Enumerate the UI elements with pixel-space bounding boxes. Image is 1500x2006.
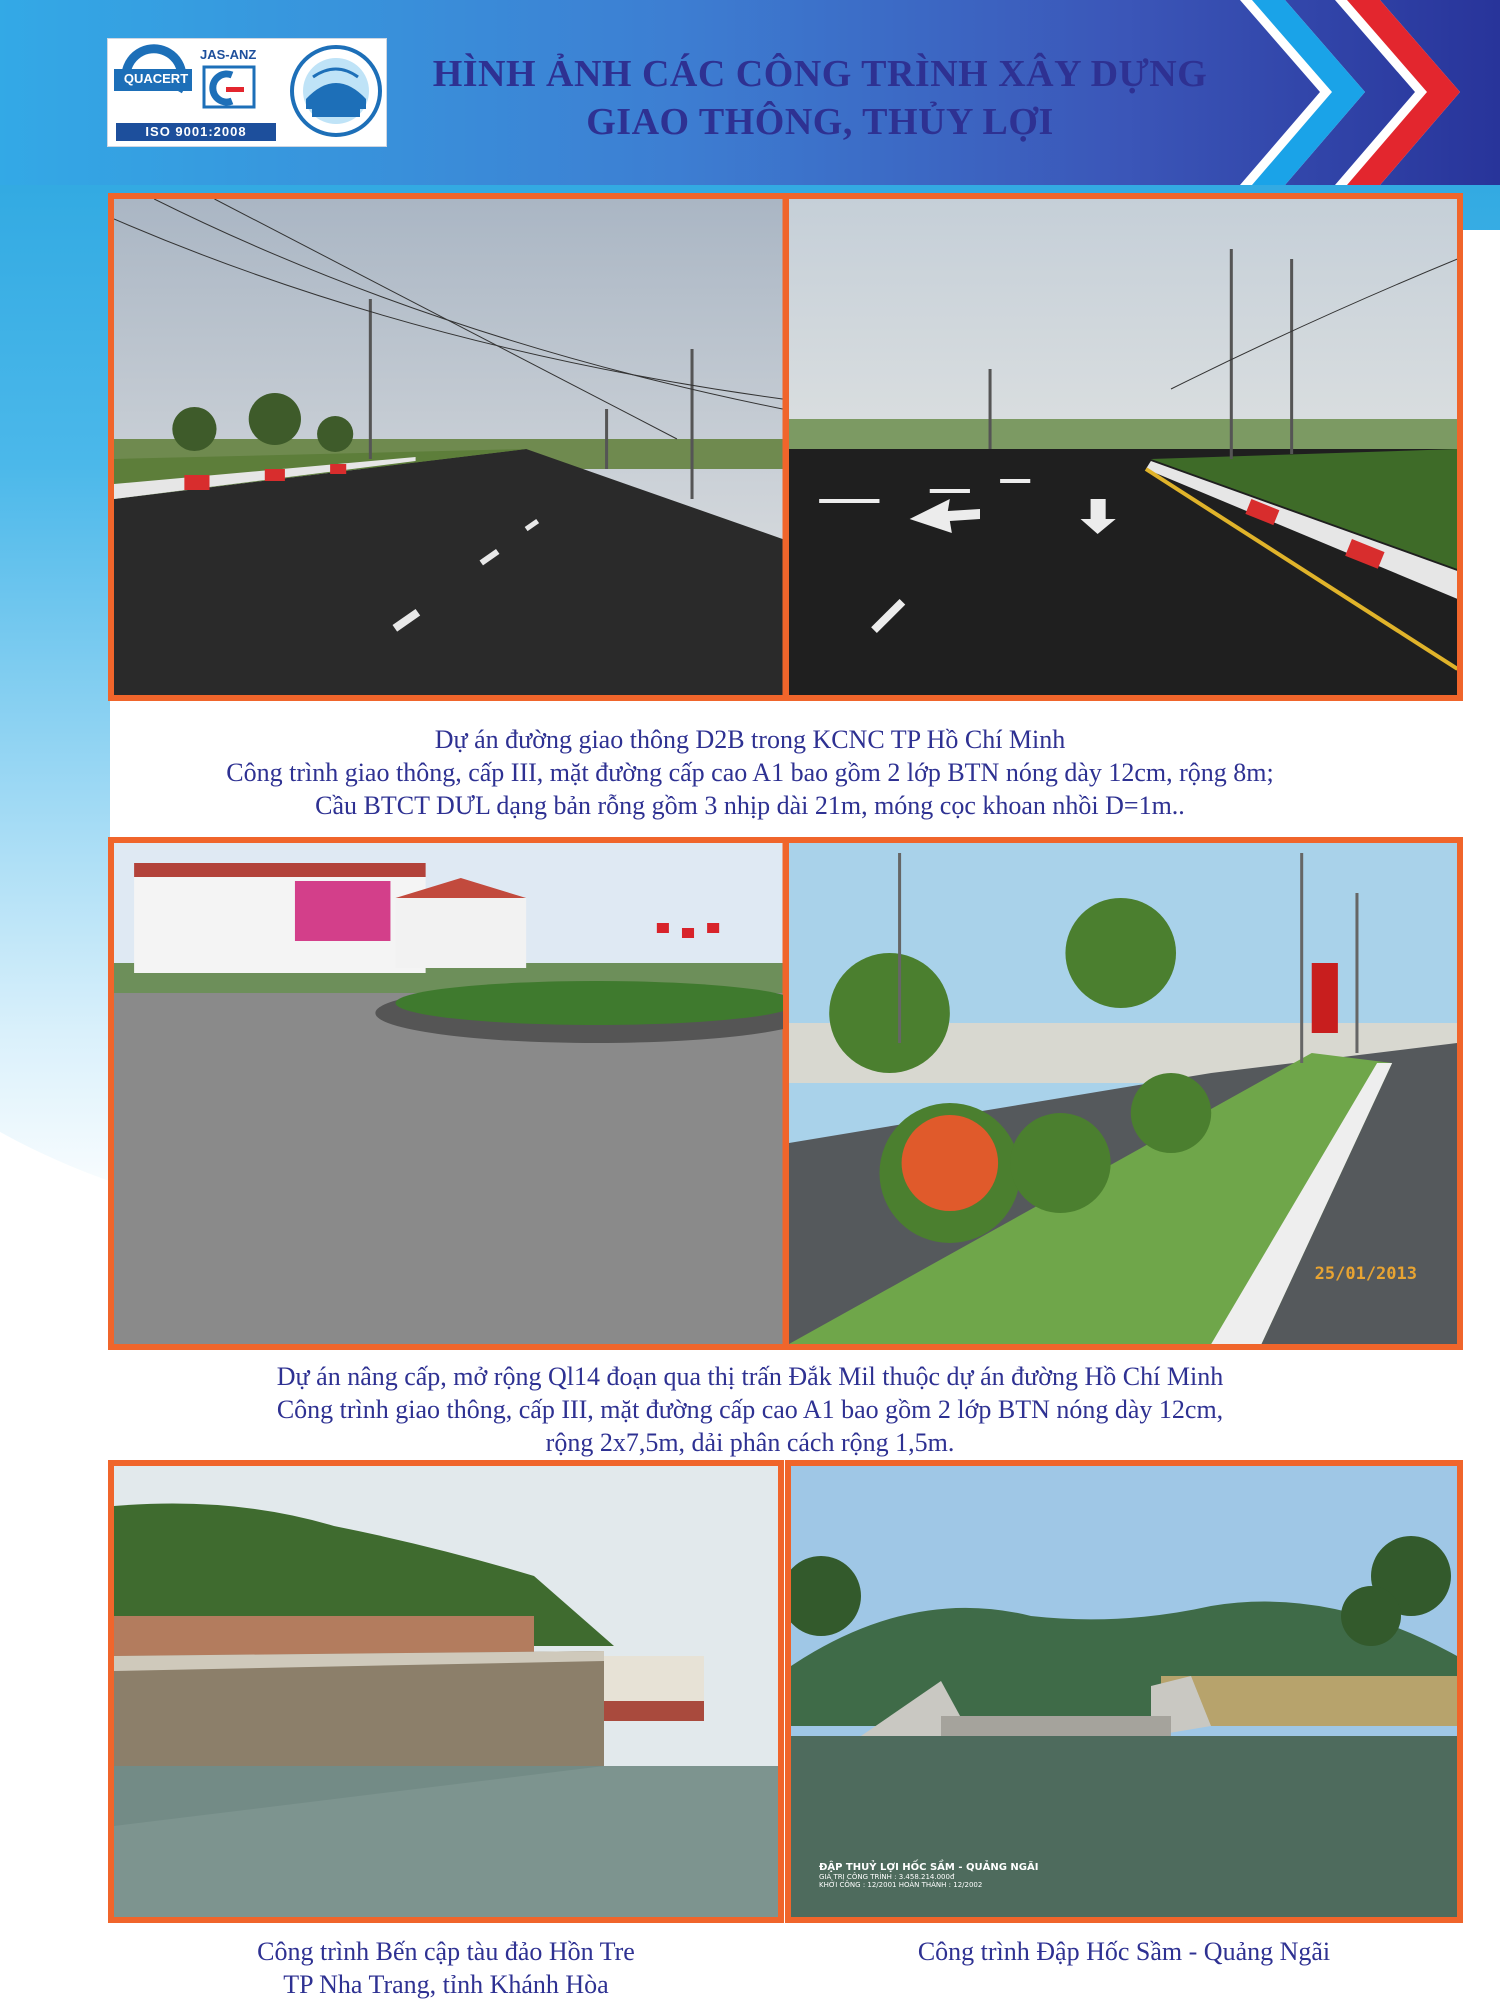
page-title: [400, 50, 1240, 146]
caption-line: Công trình Đập Hốc Sầm - Quảng Ngãi: [917, 1937, 1331, 1966]
dam-plaque-dates: KHỞI CÔNG : 12/2001 HOÀN THÀNH : 12/2002: [819, 1881, 983, 1889]
logo-brand-text: QUACERT: [123, 71, 189, 86]
photo-frame-ql14: [108, 837, 1463, 1350]
photo-ql14-roundabout: [114, 843, 783, 1344]
dam-plaque-value: GIÁ TRỊ CÔNG TRÌNH : 3.458.214.000đ: [819, 1873, 955, 1881]
dam-plaque: [819, 1862, 1038, 1889]
caption-line: Cầu BTCT DƯL dạng bản rỗng gồm 3 nhịp dài 21m, móng cọc khoan nhồi D=1m..: [315, 791, 1185, 820]
title-line-1: HÌNH ẢNH CÁC CÔNG TRÌNH XÂY DỰNG: [432, 53, 1208, 95]
caption-line: Dự án đường giao thông D2B trong KCNC TP Hồ Chí Minh: [434, 725, 1066, 754]
photo-road-d2b-left: [114, 199, 783, 695]
logo-iso-text: ISO 9001:2008: [145, 124, 247, 139]
photo-hon-tre-pier: [114, 1466, 778, 1917]
photo-frame-road-d2b: [108, 193, 1463, 701]
photo-road-d2b-right: [789, 199, 1458, 695]
photo-date-stamp: 25/01/2013: [1314, 1264, 1417, 1284]
certification-logo-box: [107, 38, 387, 147]
photo-frame-dam: [785, 1460, 1463, 1923]
caption-line: Công trình giao thông, cấp III, mặt đường cấp cao A1 bao gồm 2 lớp BTN nóng dày 12cm, rộng 8m;: [226, 758, 1274, 787]
caption-line: Công trình Bến cập tàu đảo Hồn Tre: [257, 1937, 635, 1966]
logo-accreditation-text: JAS-ANZ: [200, 47, 257, 62]
caption-hon-tre: [108, 1935, 784, 2001]
photo-ql14-median: [789, 843, 1458, 1344]
caption-line: Công trình giao thông, cấp III, mặt đường cấp cao A1 bao gồm 2 lớp BTN nóng dày 12cm,: [276, 1395, 1224, 1424]
caption-line: rộng 2x7,5m, dải phân cách rộng 1,5m.: [545, 1428, 955, 1457]
title-line-2: GIAO THÔNG, THỦY LỢI: [586, 101, 1054, 143]
caption-road-d2b: [0, 723, 1500, 822]
header-chevrons: [1240, 0, 1500, 185]
dam-plaque-title: ĐẬP THUỶ LỢI HỐC SẦM - QUẢNG NGÃI: [819, 1862, 1039, 1873]
photo-hoc-sam-dam: [791, 1466, 1457, 1917]
caption-hoc-sam: [785, 1935, 1463, 1968]
photo-frame-port: [108, 1460, 784, 1923]
caption-ql14: [0, 1360, 1500, 1459]
caption-line: TP Nha Trang, tỉnh Khánh Hòa: [283, 1970, 609, 1999]
caption-line: Dự án nâng cấp, mở rộng Ql14 đoạn qua thị trấn Đắk Mil thuộc dự án đường Hồ Chí Minh: [276, 1362, 1224, 1391]
